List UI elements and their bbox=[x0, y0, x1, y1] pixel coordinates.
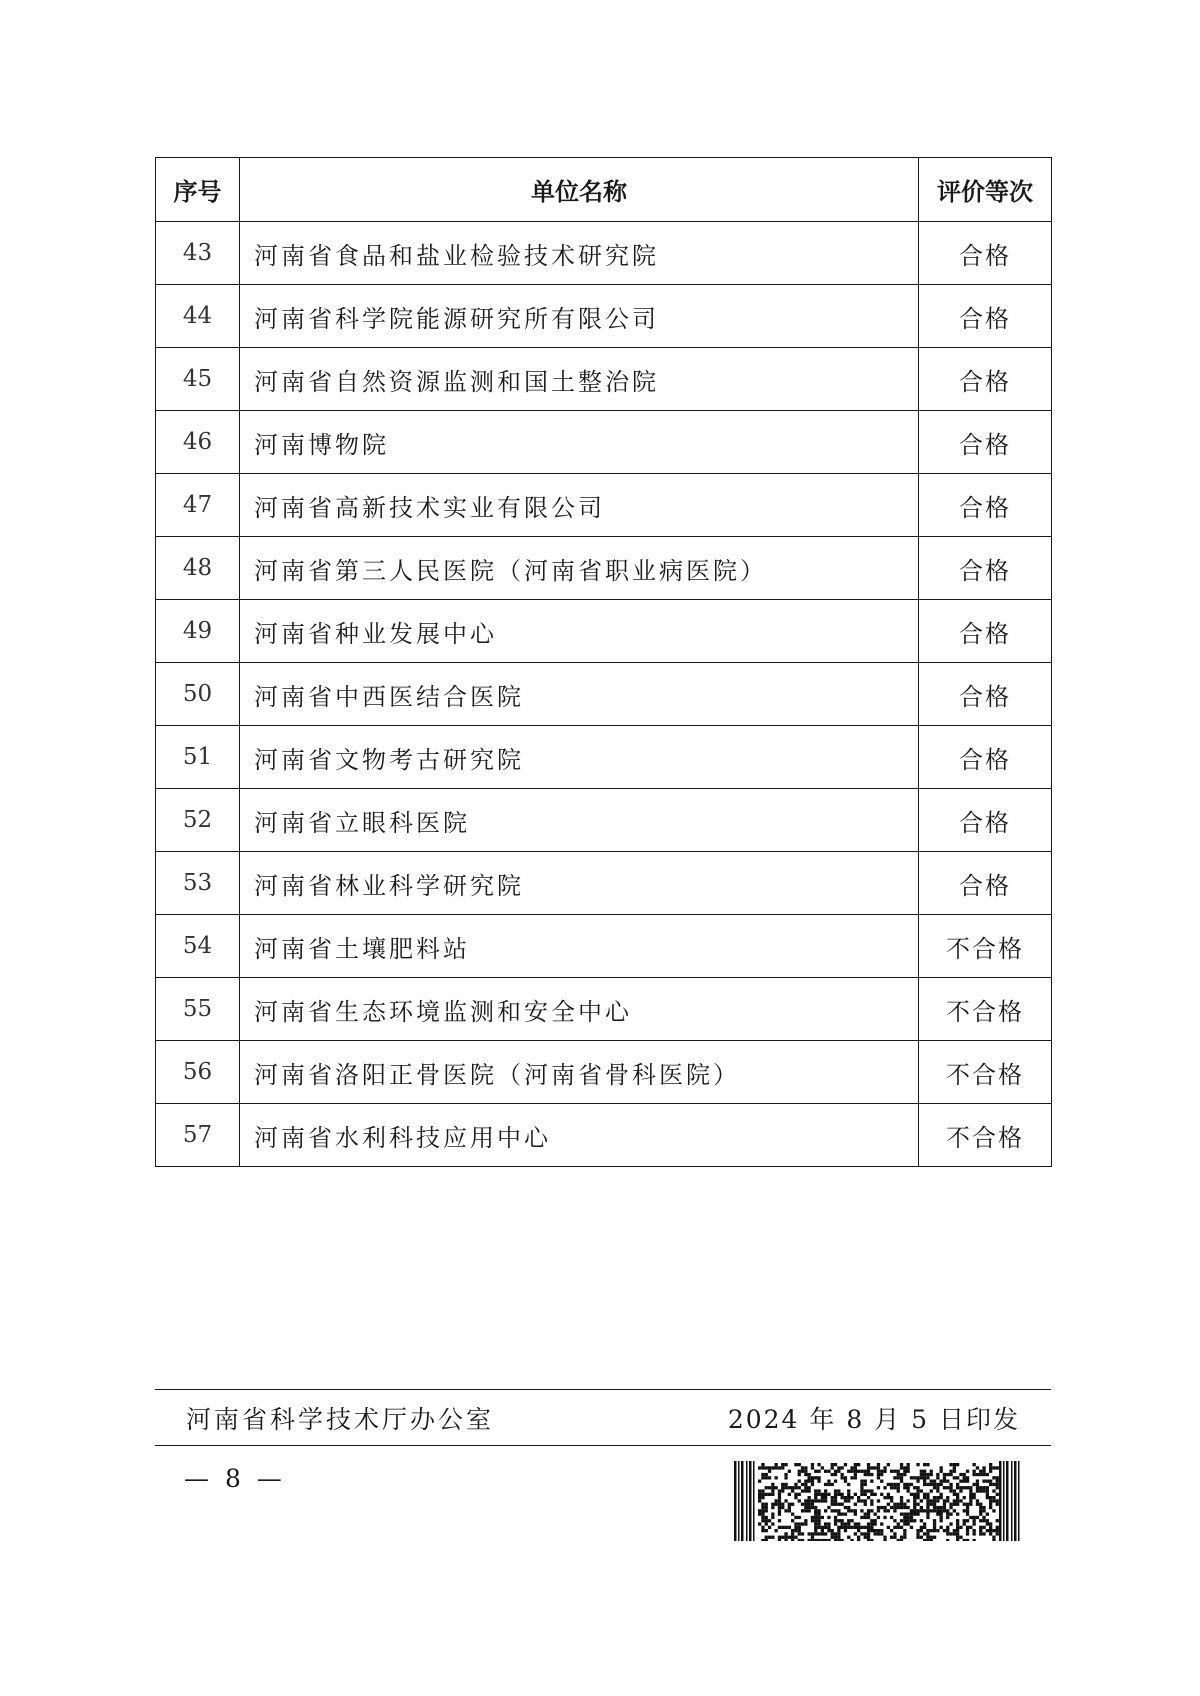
issue-date: 2024 年 8 月 5 日印发 bbox=[727, 1405, 1020, 1434]
table-row bbox=[156, 1041, 1052, 1104]
unit-name-cell: 河南省洛阳正骨医院（河南省骨科医院） bbox=[240, 1041, 919, 1104]
unit-name-cell: 河南省土壤肥料站 bbox=[240, 915, 919, 978]
unit-name-cell: 河南省种业发展中心 bbox=[240, 600, 919, 663]
page-number: — 8 — bbox=[184, 1464, 286, 1493]
table-row bbox=[156, 222, 1052, 285]
unit-name-cell: 河南省高新技术实业有限公司 bbox=[240, 474, 919, 537]
unit-name-cell: 河南省中西医结合医院 bbox=[240, 663, 919, 726]
table-row bbox=[156, 915, 1052, 978]
unit-name-cell: 河南省生态环境监测和安全中心 bbox=[240, 978, 919, 1041]
grade-cell: 合格 bbox=[919, 600, 1052, 663]
serial-number-cell: 52 bbox=[156, 789, 240, 852]
grade-cell: 合格 bbox=[919, 411, 1052, 474]
grade-cell: 合格 bbox=[919, 852, 1052, 915]
grade-cell: 合格 bbox=[919, 663, 1052, 726]
table-row bbox=[156, 474, 1052, 537]
unit-name-cell: 河南博物院 bbox=[240, 411, 919, 474]
serial-number-cell: 43 bbox=[156, 222, 240, 285]
table-row bbox=[156, 411, 1052, 474]
serial-number-cell: 54 bbox=[156, 915, 240, 978]
table-row bbox=[156, 600, 1052, 663]
serial-number-cell: 45 bbox=[156, 348, 240, 411]
serial-number-cell: 53 bbox=[156, 852, 240, 915]
header-evaluation-grade: 评价等次 bbox=[919, 158, 1052, 222]
grade-cell: 合格 bbox=[919, 348, 1052, 411]
grade-cell: 合格 bbox=[919, 537, 1052, 600]
serial-number-cell: 50 bbox=[156, 663, 240, 726]
unit-name-cell: 河南省林业科学研究院 bbox=[240, 852, 919, 915]
grade-cell: 合格 bbox=[919, 474, 1052, 537]
serial-number-cell: 47 bbox=[156, 474, 240, 537]
table-header-row bbox=[156, 158, 1052, 222]
header-unit-name: 单位名称 bbox=[240, 158, 919, 222]
issuing-office: 河南省科学技术厅办公室 bbox=[186, 1405, 495, 1434]
table-body bbox=[156, 222, 1052, 1167]
grade-cell: 合格 bbox=[919, 222, 1052, 285]
unit-name-cell: 河南省立眼科医院 bbox=[240, 789, 919, 852]
grade-cell: 合格 bbox=[919, 285, 1052, 348]
grade-cell: 不合格 bbox=[919, 1104, 1052, 1167]
barcode-icon bbox=[734, 1461, 1020, 1541]
unit-name-cell: 河南省水利科技应用中心 bbox=[240, 1104, 919, 1167]
unit-name-cell: 河南省食品和盐业检验技术研究院 bbox=[240, 222, 919, 285]
grade-cell: 不合格 bbox=[919, 915, 1052, 978]
unit-name-cell: 河南省科学院能源研究所有限公司 bbox=[240, 285, 919, 348]
table-row bbox=[156, 663, 1052, 726]
grade-cell: 合格 bbox=[919, 789, 1052, 852]
footer-bottom-rule bbox=[155, 1445, 1051, 1446]
table-row bbox=[156, 726, 1052, 789]
table-row bbox=[156, 789, 1052, 852]
header-serial-number: 序号 bbox=[156, 158, 240, 222]
serial-number-cell: 57 bbox=[156, 1104, 240, 1167]
evaluation-table bbox=[155, 157, 1052, 1167]
serial-number-cell: 48 bbox=[156, 537, 240, 600]
table-row bbox=[156, 348, 1052, 411]
serial-number-cell: 56 bbox=[156, 1041, 240, 1104]
serial-number-cell: 44 bbox=[156, 285, 240, 348]
grade-cell: 不合格 bbox=[919, 978, 1052, 1041]
unit-name-cell: 河南省文物考古研究院 bbox=[240, 726, 919, 789]
grade-cell: 不合格 bbox=[919, 1041, 1052, 1104]
serial-number-cell: 49 bbox=[156, 600, 240, 663]
serial-number-cell: 46 bbox=[156, 411, 240, 474]
table-row bbox=[156, 978, 1052, 1041]
serial-number-cell: 55 bbox=[156, 978, 240, 1041]
unit-name-cell: 河南省第三人民医院（河南省职业病医院） bbox=[240, 537, 919, 600]
table-row bbox=[156, 285, 1052, 348]
unit-name-cell: 河南省自然资源监测和国土整治院 bbox=[240, 348, 919, 411]
footer-top-rule bbox=[155, 1389, 1051, 1390]
table-row bbox=[156, 1104, 1052, 1167]
table-row bbox=[156, 852, 1052, 915]
table-row bbox=[156, 537, 1052, 600]
grade-cell: 合格 bbox=[919, 726, 1052, 789]
serial-number-cell: 51 bbox=[156, 726, 240, 789]
